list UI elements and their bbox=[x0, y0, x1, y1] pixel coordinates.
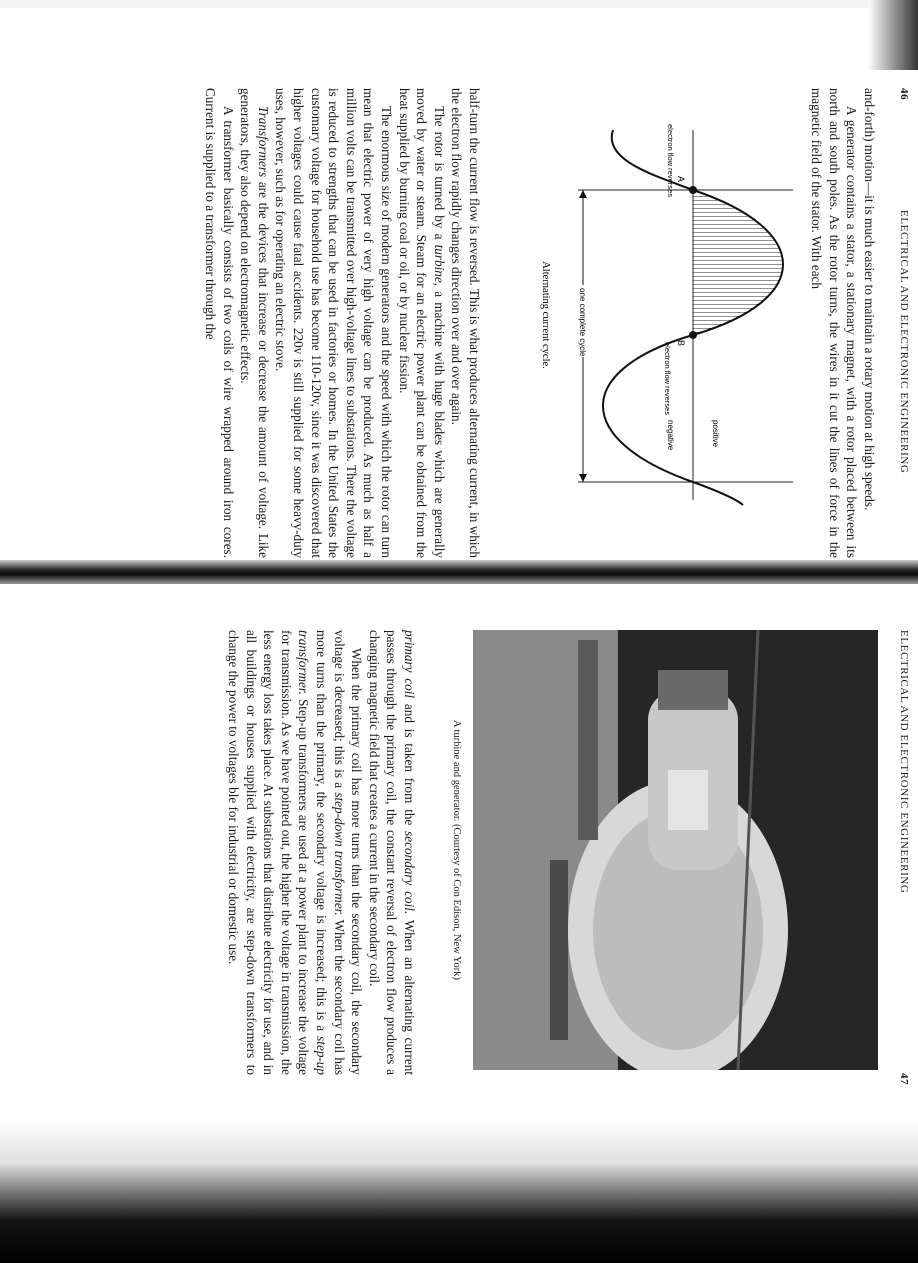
paragraph: half-turn the current flow is reversed. This is what produces alternating current, in which the electron flow rapidly changes direction over and over again. bbox=[449, 88, 482, 558]
photo-caption: A turbine and generator. (Courtesy of Con Edison, New York) bbox=[451, 719, 462, 981]
text-block-main bbox=[202, 88, 484, 558]
arrow-right-icon bbox=[579, 474, 587, 482]
text-block-right bbox=[224, 630, 418, 1075]
figure-caption: Alternating current cycle. bbox=[540, 261, 551, 369]
emphasis: turbine bbox=[431, 244, 447, 283]
ac-cycle-diagram bbox=[488, 120, 833, 510]
turbine-generator-image bbox=[473, 630, 878, 1070]
reverse-a-label: electron flow reverses bbox=[666, 124, 675, 197]
point-a-label: A bbox=[676, 176, 686, 183]
label-one-cycle: one complete cycle bbox=[578, 288, 587, 357]
running-head-title: ELECTRICAL AND ELECTRONIC ENGINEERING bbox=[898, 210, 910, 474]
turbine-photo bbox=[473, 630, 878, 1070]
emphasis: secondary coil. bbox=[402, 831, 417, 915]
emphasis: Transformers bbox=[255, 106, 271, 178]
text-run: and is taken from the bbox=[402, 698, 417, 832]
emphasis: step-up transformer. bbox=[296, 630, 330, 1075]
point-b-dot bbox=[689, 331, 697, 339]
text-run: When the secondary coil has more turns than the primary, the secondary voltage is increased; this is a bbox=[314, 630, 347, 1075]
page-46 bbox=[0, 30, 918, 558]
label-negative: negative bbox=[666, 420, 675, 451]
arrow-left-icon bbox=[579, 190, 587, 198]
reverse-b-label: electron flow reverses bbox=[663, 342, 672, 415]
paragraph bbox=[395, 88, 448, 558]
point-b-label: B bbox=[676, 340, 686, 347]
paragraph bbox=[224, 630, 365, 1075]
page-number: 46 bbox=[898, 88, 910, 101]
point-a-dot bbox=[689, 186, 697, 194]
text-run: Step-up transformers are used at a power plant to increase the voltage for transmission. As we have pointed out, the higher the voltage in transmission, the less energy loss takes place. At substations that distribute electricity for use, and in all buildings or houses supplied with electricity, are step-down transformers to change the power to voltages ble for industrial or domestic use. bbox=[226, 630, 312, 1075]
text-run: When an alternating current passes through the primary coil, the constant reversal of electron flow produces a changing magnetic field that creates a current in the secondary coil. bbox=[366, 630, 417, 1075]
text-run: are the devices that increase or decrease the amount of voltage. Like generators, they also depend on electromagnetic effects. bbox=[238, 88, 271, 558]
paragraph: and-forth) motion—it is much easier to maintain a rotary motion at high speeds. bbox=[862, 88, 877, 511]
hatched-half-cycle bbox=[693, 190, 783, 335]
text-run: When the primary coil has more turns than the secondary coil, the secondary voltage is decreased; this is a bbox=[331, 630, 365, 1075]
running-head-title: ELECTRICAL AND ELECTRONIC ENGINEERING bbox=[898, 630, 910, 894]
ac-cycle-figure bbox=[488, 120, 833, 510]
label-positive: positive bbox=[711, 420, 720, 448]
paragraph bbox=[237, 88, 272, 558]
text-run: The rotor is turned by a bbox=[431, 106, 447, 245]
emphasis: step-down transformer. bbox=[331, 792, 347, 916]
emphasis: primary coil bbox=[402, 630, 417, 699]
page-47 bbox=[0, 630, 918, 1150]
paragraph: A generator contains a stator, a stationary magnet, with a rotor placed between its north and south poles. As the rotor turns, the wires in it cut the lines of force in the magnetic field of the stator. With each bbox=[809, 88, 860, 558]
page-number: 47 bbox=[898, 1073, 910, 1086]
paragraph bbox=[365, 630, 418, 1075]
paragraph: A transformer basically consists of two coils of wire wrapped around iron cores. Current is supplied to a transformer through the bbox=[203, 88, 236, 558]
text-run: , a machine with huge blades which are generally moved by water or steam. Steam for an electric power plant can be obtained from the heat supplied by burning coal or oil, or by nuclear fission. bbox=[396, 88, 447, 558]
paragraph: The enormous size of modern generators and the speed with which the rotor can turn mean that electric power of very high voltage can be produced. As much as half a million volts can be transmitted over high-voltage lines to substations. There the voltage is reduced to strengths that can be used in factories or homes. In the United States the customary voltage for household use has become 110-120v, since it was discovered that higher voltages could cause fatal accidents. 220v is still supplied for some heavy-duty uses, however, such as for operating an electric stove. bbox=[273, 88, 395, 558]
